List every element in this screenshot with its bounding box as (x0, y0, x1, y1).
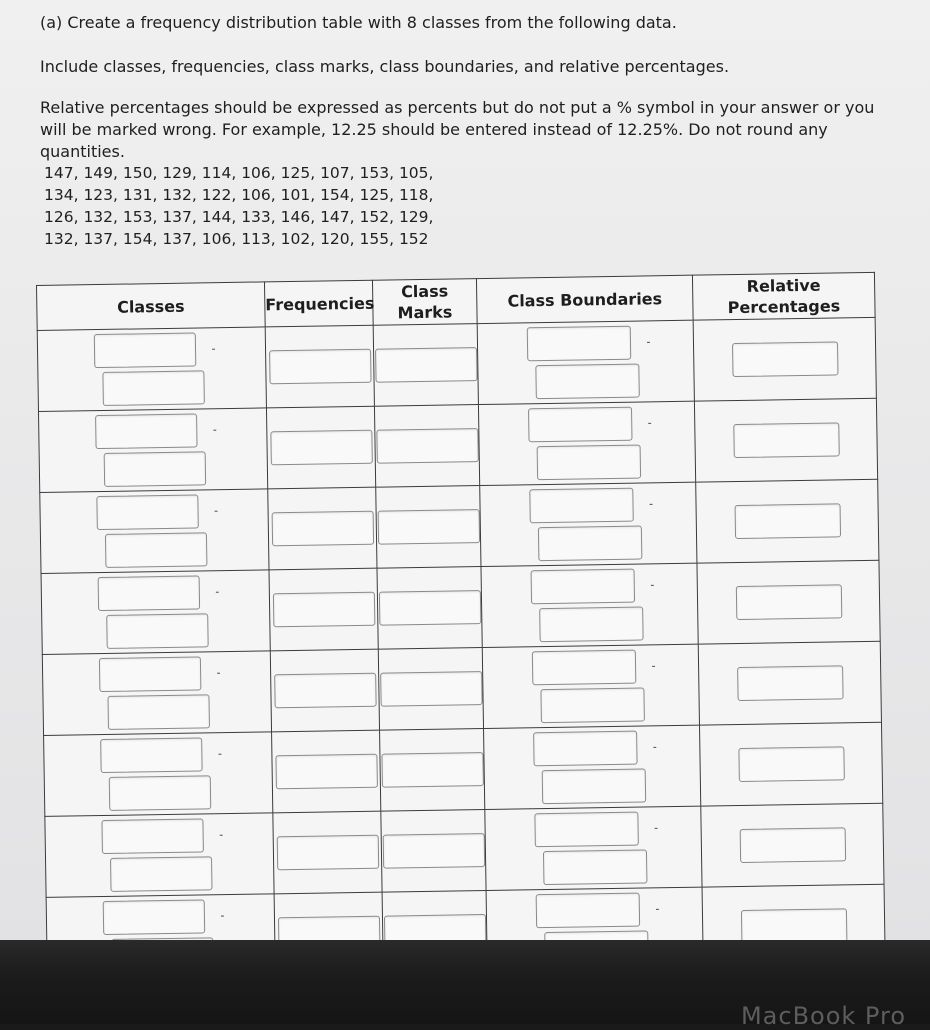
frequency-input[interactable] (272, 592, 375, 628)
header-class-marks: Class Marks (372, 279, 477, 326)
class-mark-cell (374, 405, 479, 488)
class-mark-cell (373, 324, 478, 407)
class-lower-limit-input[interactable] (97, 575, 200, 611)
boundary-separator: - (646, 335, 651, 349)
question-note: Relative percentages should be expressed as percents but do not put a % symbol in your answer or you will be marked wrong. For example, 12.25 should be entered instead of 12.25%. Do not round any quantities. (40, 98, 875, 161)
class-separator: - (212, 423, 217, 437)
class-mark-input[interactable] (382, 833, 485, 869)
table-row (38, 398, 877, 492)
upper-boundary-input[interactable] (536, 445, 641, 481)
class-upper-limit-input[interactable] (104, 532, 207, 568)
table-row (44, 722, 883, 816)
frequency-cell (266, 406, 375, 489)
boundary-separator: - (648, 497, 654, 511)
upper-boundary-input[interactable] (542, 849, 647, 885)
relative-percentage-cell (697, 560, 880, 644)
classes-cell (45, 813, 274, 898)
lower-boundary-input[interactable] (535, 893, 640, 929)
lower-boundary-input[interactable] (534, 812, 639, 848)
data-line-2: 134, 123, 131, 132, 122, 106, 101, 154, 125, 118, (44, 186, 434, 204)
class-boundaries-pair (540, 807, 659, 889)
class-mark-input[interactable] (380, 671, 483, 707)
class-boundaries-pair (539, 726, 657, 808)
boundary-separator: - (654, 821, 659, 835)
upper-boundary-input[interactable] (535, 364, 640, 400)
class-limits-pair (102, 490, 219, 572)
class-upper-limit-input[interactable] (107, 694, 210, 730)
class-mark-cell (381, 810, 486, 893)
class-lower-limit-input[interactable] (100, 737, 203, 773)
boundary-separator: - (652, 740, 657, 754)
question-instruction: (a) Create a frequency distribution table with 8 classes from the following data. (40, 13, 677, 32)
frequency-input[interactable] (271, 511, 374, 547)
relative-percentage-input[interactable] (734, 503, 841, 539)
class-boundaries-cell (485, 806, 702, 890)
class-mark-input[interactable] (375, 347, 478, 383)
class-lower-limit-input[interactable] (93, 333, 196, 369)
relative-percentage-input[interactable] (739, 827, 846, 863)
table-body (37, 317, 885, 978)
classes-cell (44, 732, 273, 817)
class-upper-limit-input[interactable] (110, 856, 213, 892)
frequency-input[interactable] (270, 430, 373, 466)
classes-cell (38, 408, 267, 493)
classes-cell (42, 651, 271, 736)
class-mark-cell (376, 486, 481, 569)
class-limits-pair (107, 814, 224, 896)
boundary-separator: - (655, 902, 660, 916)
class-mark-input[interactable] (378, 590, 481, 626)
frequency-input[interactable] (274, 673, 377, 709)
class-separator: - (215, 585, 220, 599)
class-boundaries-pair (532, 322, 651, 404)
class-upper-limit-input[interactable] (102, 370, 205, 406)
class-separator: - (216, 666, 221, 680)
class-separator: - (219, 828, 224, 842)
relative-percentage-cell (696, 479, 879, 563)
class-boundaries-pair (536, 565, 655, 647)
class-boundaries-pair (533, 403, 652, 485)
upper-boundary-input[interactable] (541, 768, 646, 804)
class-limits-pair (104, 652, 221, 734)
relative-percentage-input[interactable] (738, 746, 845, 782)
class-separator: - (220, 909, 225, 923)
class-boundaries-cell (480, 482, 697, 566)
class-limits-pair (103, 571, 220, 653)
class-lower-limit-input[interactable] (101, 818, 204, 854)
table-row (41, 560, 880, 654)
lower-boundary-input[interactable] (527, 407, 632, 443)
class-lower-limit-input[interactable] (98, 656, 201, 692)
class-boundaries-cell (484, 725, 701, 809)
class-lower-limit-input[interactable] (102, 899, 205, 935)
upper-boundary-input[interactable] (539, 607, 644, 643)
frequency-cell (265, 325, 374, 408)
data-set (44, 162, 464, 250)
class-separator: - (217, 747, 222, 761)
data-line-1: 147, 149, 150, 129, 114, 106, 125, 107, 153, 105, (44, 164, 434, 182)
header-class-boundaries: Class Boundaries (476, 275, 693, 323)
relative-percentage-input[interactable] (737, 665, 844, 701)
boundary-separator: - (650, 578, 655, 592)
relative-percentage-input[interactable] (731, 341, 838, 377)
data-line-4: 132, 137, 154, 137, 106, 113, 102, 120, 155, 152 (44, 230, 429, 248)
frequency-input[interactable] (275, 754, 378, 790)
frequency-cell (269, 568, 378, 651)
relative-percentage-input[interactable] (740, 908, 847, 944)
class-boundaries-cell (478, 401, 695, 485)
class-boundaries-cell (482, 644, 699, 728)
class-mark-cell (378, 648, 483, 731)
laptop-bezel (0, 940, 930, 1030)
class-boundaries-pair (537, 646, 656, 728)
class-boundaries-cell (481, 563, 698, 647)
class-separator: - (213, 504, 219, 518)
class-mark-input[interactable] (381, 752, 484, 788)
header-classes: Classes (37, 282, 266, 331)
upper-boundary-input[interactable] (540, 688, 645, 724)
frequency-cell (273, 811, 382, 894)
boundary-separator: - (651, 659, 656, 673)
class-upper-limit-input[interactable] (108, 775, 211, 811)
header-relative-percentages: Relative Percentages (692, 272, 875, 320)
table-row (42, 641, 881, 735)
lower-boundary-input[interactable] (526, 326, 631, 362)
relative-percentage-input[interactable] (733, 422, 840, 458)
frequency-cell (270, 649, 379, 732)
table-row (45, 803, 884, 897)
class-lower-limit-input[interactable] (95, 413, 198, 449)
class-lower-limit-input[interactable] (96, 494, 199, 530)
frequency-cell (272, 730, 381, 813)
relative-percentage-cell (693, 317, 876, 401)
frequency-input[interactable] (269, 349, 372, 385)
header-frequencies: Frequencies (264, 280, 373, 327)
frequency-table (36, 272, 886, 979)
relative-percentage-input[interactable] (735, 584, 842, 620)
classes-cell (41, 570, 270, 655)
class-limits-pair (100, 409, 217, 491)
class-limits-pair (106, 733, 222, 815)
lower-boundary-input[interactable] (531, 650, 636, 686)
upper-boundary-input[interactable] (537, 526, 642, 562)
class-boundaries-cell (477, 320, 694, 404)
class-limits-pair (99, 328, 216, 410)
device-brand-label: MacBook Pro (740, 1002, 906, 1030)
classes-cell (37, 327, 266, 412)
boundary-separator: - (647, 416, 652, 430)
relative-percentage-cell (694, 398, 877, 482)
class-mark-input[interactable] (376, 428, 479, 464)
table-row (37, 317, 876, 411)
frequency-cell (268, 487, 377, 570)
table-row (40, 479, 879, 573)
class-mark-input[interactable] (377, 509, 480, 545)
class-upper-limit-input[interactable] (103, 451, 206, 487)
lower-boundary-input[interactable] (529, 488, 634, 524)
relative-percentage-cell (699, 722, 882, 806)
class-separator: - (211, 342, 216, 356)
class-upper-limit-input[interactable] (106, 613, 209, 649)
question-requirements: Include classes, frequencies, class marks, class boundaries, and relative percentages. (40, 57, 730, 76)
data-line-3: 126, 132, 153, 137, 144, 133, 146, 147, 152, 129, (44, 208, 434, 226)
lower-boundary-input[interactable] (530, 569, 635, 605)
lower-boundary-input[interactable] (533, 731, 638, 767)
class-mark-cell (377, 567, 482, 650)
classes-cell (40, 489, 269, 574)
frequency-input[interactable] (276, 835, 379, 871)
class-mark-cell (380, 729, 485, 812)
relative-percentage-cell (698, 641, 881, 725)
class-boundaries-pair (535, 484, 654, 566)
relative-percentage-cell (701, 803, 884, 887)
